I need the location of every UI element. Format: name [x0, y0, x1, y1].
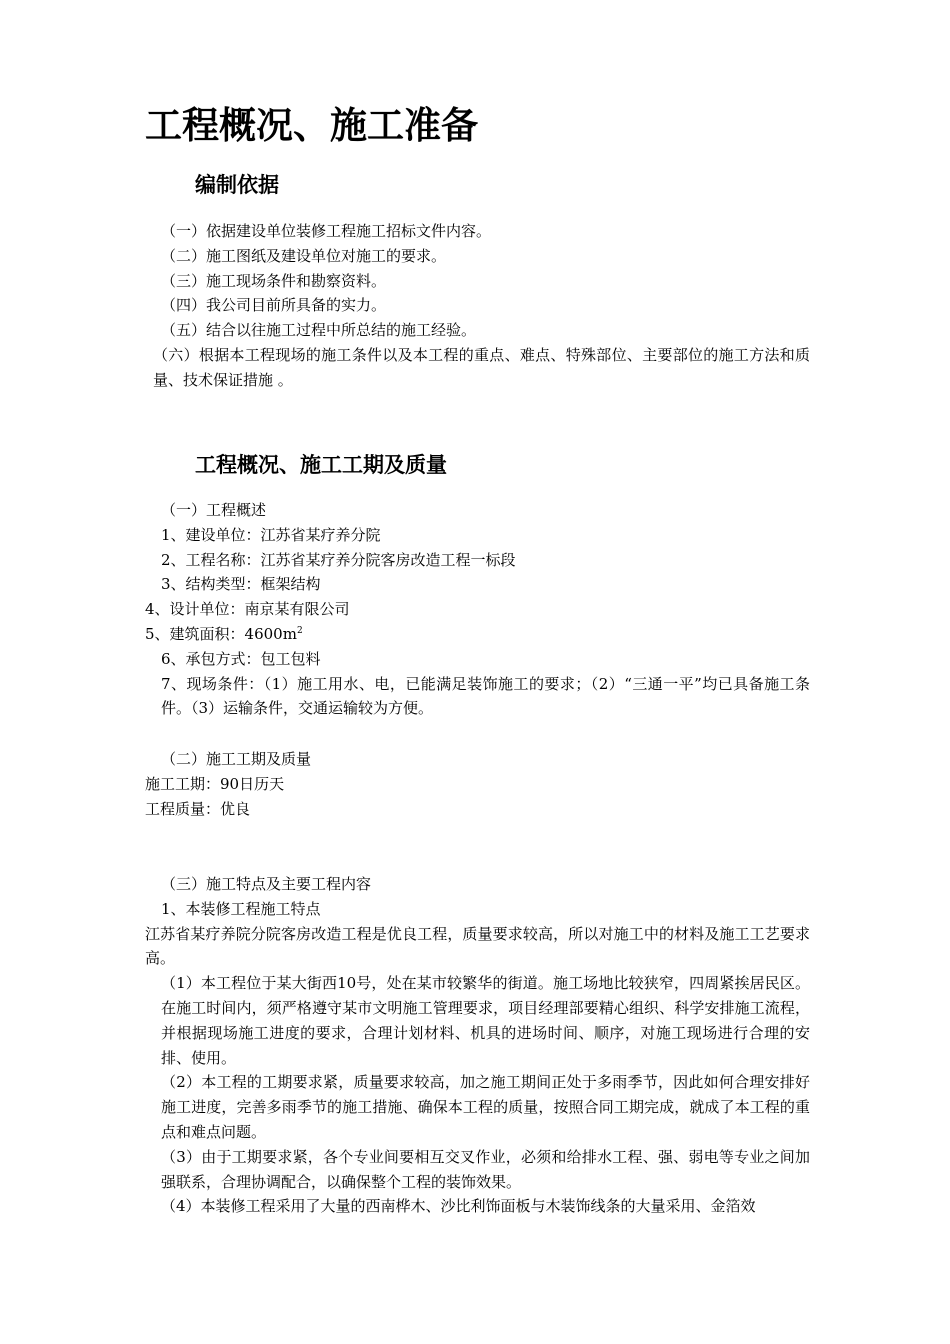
- list-item: （一）依据建设单位装修工程施工招标文件内容。: [161, 222, 492, 240]
- section-heading-overview: 工程概况、施工工期及质量: [195, 453, 447, 477]
- list-item: 2、工程名称：江苏省某疗养分院客房改造工程一标段: [161, 550, 516, 569]
- features-section: [145, 872, 810, 1219]
- list-item: （二）施工图纸及建设单位对施工的要求。: [161, 246, 447, 265]
- subsection-heading: （三）施工特点及主要工程内容: [161, 875, 372, 893]
- list-item: 1、建设单位：江苏省某疗养分院: [161, 525, 381, 544]
- area-superscript: 2: [296, 625, 303, 636]
- list-item: 6、承包方式：包工包料: [161, 649, 321, 668]
- list-item-area: [145, 622, 810, 647]
- list-item: （四）我公司目前所具备的实力。: [161, 296, 387, 315]
- list-item: 4、设计单位：南京某有限公司: [145, 600, 350, 619]
- section-heading-basis: 编制依据: [195, 173, 279, 197]
- paragraph: （1）本工程位于某大街西10号，处在某市较繁华的街道。施工场地比较狭窄，四周紧挨居民区。在施工时间内，须严格遵守某市文明施工管理要求，项目经理部要精心组织、科学安排施工流程，并根据现场施工进度的要求，合理计划材料、机具的进场时间、顺序，对施工现场进行合理的安排、使用。: [161, 974, 810, 1067]
- paragraph: （3）由于工期要求紧，各个专业间要相互交叉作业，必须和给排水工程、强、弱电等专业之间加强联系，合理协调配合，以确保整个工程的装饰效果。: [161, 1147, 810, 1191]
- page-title: 工程概况、施工准备: [145, 104, 478, 147]
- list-item: （六）根据本工程现场的施工条件以及本工程的重点、难点、特殊部位、主要部位的施工方法和质量、技术保证措施 。: [153, 345, 810, 389]
- basis-list: [145, 219, 810, 393]
- schedule-quality: [145, 747, 810, 821]
- subsection-heading: （二）施工工期及质量: [161, 750, 312, 768]
- feature-intro: 江苏省某疗养院分院客房改造工程是优良工程，质量要求较高，所以对施工中的材料及施工工艺要求高。: [145, 924, 810, 968]
- subsection-heading: （一）工程概述: [161, 501, 267, 519]
- schedule-period: 施工工期：90日历天: [145, 774, 285, 793]
- quality-level: 工程质量：优良: [145, 799, 251, 818]
- paragraph: （2）本工程的工期要求紧，质量要求较高，加之施工期间正处于多雨季节，因此如何合理安排好施工进度，完善多雨季节的施工措施、确保本工程的质量，按照合同工期完成，就成了本工程的重点和难点问题。: [161, 1073, 810, 1141]
- feature-title: 1、本装修工程施工特点: [161, 899, 321, 918]
- list-item: 7、现场条件：（1）施工用水、电，已能满足装饰施工的要求；（2）“三通一平”均已具备施工条件。（3）运输条件，交通运输较为方便。: [161, 674, 810, 718]
- list-item: （三）施工现场条件和勘察资料。: [161, 271, 387, 290]
- list-item: （五）结合以往施工过程中所总结的施工经验。: [161, 321, 477, 340]
- list-item: 3、结构类型：框架结构: [161, 575, 321, 594]
- overview-list: [145, 498, 810, 721]
- area-text: 5、建筑面积：4600m: [145, 624, 297, 643]
- paragraph: （4）本装修工程采用了大量的西南桦木、沙比利饰面板与木装饰线条的大量采用、金箔效: [161, 1197, 756, 1216]
